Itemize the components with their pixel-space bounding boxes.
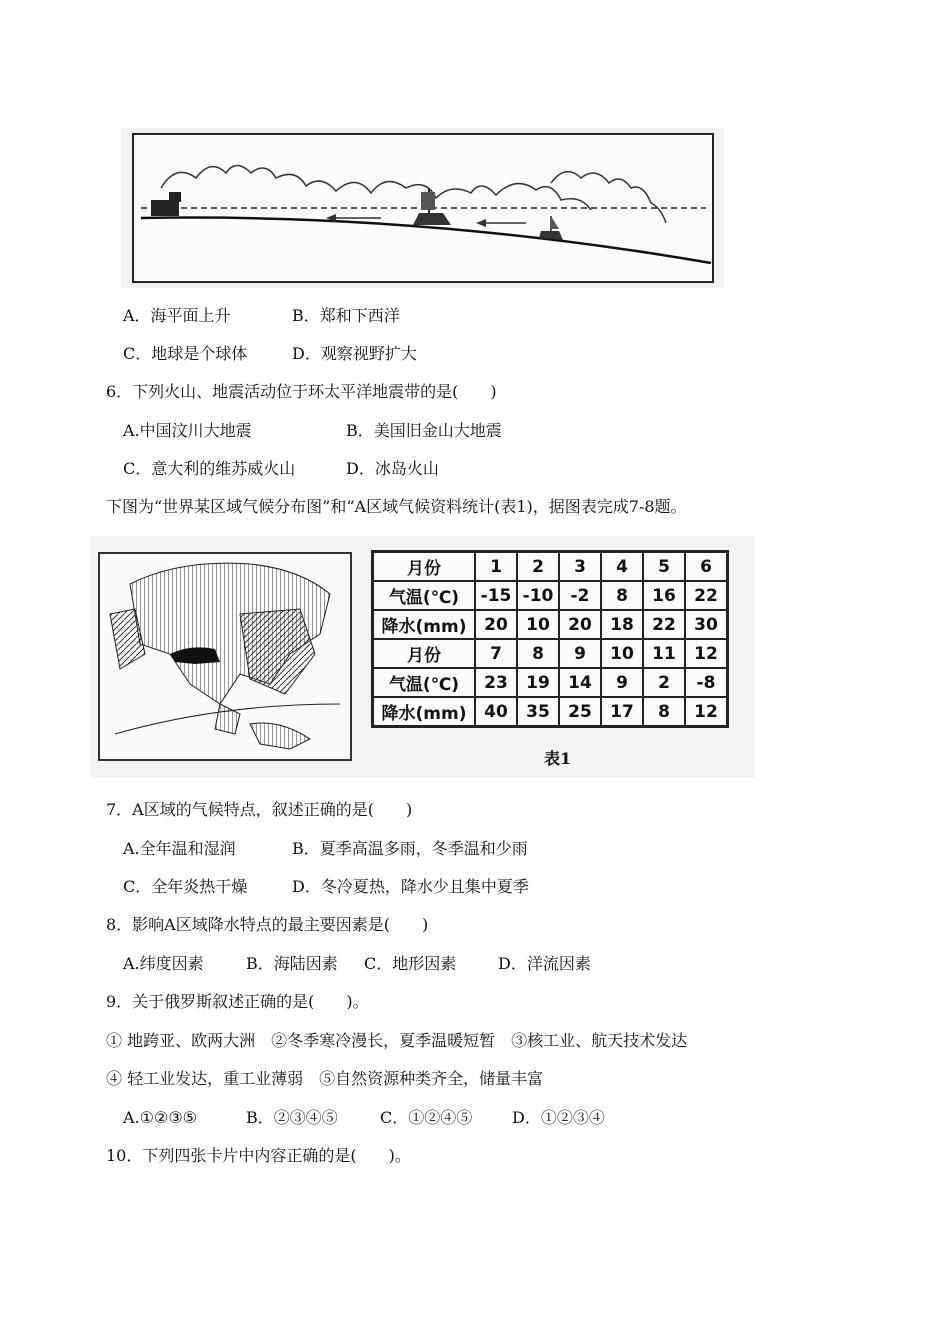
q5-option-d: D．观察视野扩大 [292,344,417,363]
table-cell: 19 [517,668,559,697]
horizon-sketch [121,128,724,288]
q9-option-a: A.①②③⑤ [123,1108,198,1127]
q6-option-a: A.中国汶川大地震 [123,421,252,440]
q9-option-d: D．①②③④ [512,1108,605,1127]
climate-figure [90,536,755,778]
row-header-cell: 气温(℃) [373,581,476,610]
climate-data-table [371,550,729,728]
q7-option-c: C．全年炎热干燥 [123,877,248,896]
table-row [373,610,728,639]
table-cell: 35 [517,697,559,727]
table-cell: 8 [601,581,643,610]
table-cell: 9 [601,668,643,697]
table-cell: 2 [643,668,685,697]
q8-stem: 8．影响A区域降水特点的最主要因素是( ) [106,915,429,934]
table-cell: 14 [559,668,601,697]
q6-option-b: B．美国旧金山大地震 [346,421,502,440]
q6-stem: 6．下列火山、地震活动位于环太平洋地震带的是( ) [106,382,497,401]
table-cell: 20 [475,610,517,639]
q6-option-c: C．意大利的维苏威火山 [123,459,296,478]
table-cell: 5 [643,552,685,582]
table-row [373,668,728,697]
table-cell: 2 [517,552,559,582]
q8-option-a: A.纬度因素 [123,954,204,973]
table-cell: 11 [643,639,685,668]
table-cell: 8 [517,639,559,668]
table-row [373,581,728,610]
q8-option-d: D．洋流因素 [498,954,591,973]
table-cell: 8 [643,697,685,727]
table-cell: -2 [559,581,601,610]
row-header-cell: 降水(mm) [373,697,476,727]
q5-option-c: C．地球是个球体 [123,344,248,363]
q9-option-c: C．①②④⑤ [380,1108,473,1127]
q9-statements-1: ① 地跨亚、欧两大洲 ②冬季寒冷漫长，夏季温暖短暂 ③核工业、航天技术发达 [106,1031,688,1050]
asia-map-sketch [100,554,350,759]
table-cell: -8 [685,668,728,697]
table-cell: 7 [475,639,517,668]
q8-option-b: B．海陆因素 [246,954,338,973]
table-cell: 4 [601,552,643,582]
q9-option-b: B．②③④⑤ [246,1108,338,1127]
q7-stem: 7．A区域的气候特点，叙述正确的是( ) [106,800,413,819]
q6-option-d: D．冰岛火山 [346,459,439,478]
table-cell: -10 [517,581,559,610]
q9-statements-2: ④ 轻工业发达，重工业薄弱 ⑤自然资源种类齐全，储量丰富 [106,1069,544,1088]
q9-stem: 9．关于俄罗斯叙述正确的是( )。 [106,992,369,1011]
table-row [373,639,728,668]
table-cell: 22 [643,610,685,639]
table-cell: 9 [559,639,601,668]
table-cell: 1 [475,552,517,582]
q5-option-a: A．海平面上升 [123,306,231,325]
table-cell: 12 [685,697,728,727]
table-cell: 20 [559,610,601,639]
table-cell: 12 [685,639,728,668]
table-cell: 3 [559,552,601,582]
q7-option-a: A.全年温和湿润 [123,839,236,858]
table-cell: 25 [559,697,601,727]
asia-climate-map [98,552,352,761]
table-row [373,552,728,582]
q7-option-d: D．冬冷夏热，降水少且集中夏季 [292,877,529,896]
row-header-cell: 月份 [373,639,476,668]
table-cell: 10 [517,610,559,639]
horizon-ship-figure [121,128,724,288]
table-cell: 30 [685,610,728,639]
table-cell: 23 [475,668,517,697]
q10-stem: 10．下列四张卡片中内容正确的是( )。 [106,1146,411,1165]
table-cell: 10 [601,639,643,668]
table-caption: 表1 [544,749,572,768]
row-header-cell: 月份 [373,552,476,582]
table-row [373,697,728,727]
row-header-cell: 气温(℃) [373,668,476,697]
row-header-cell: 降水(mm) [373,610,476,639]
q7-option-b: B．夏季高温多雨，冬季温和少雨 [292,839,528,858]
table-cell: 22 [685,581,728,610]
table-cell: 18 [601,610,643,639]
table-cell: 17 [601,697,643,727]
table-cell: 16 [643,581,685,610]
table-cell: 40 [475,697,517,727]
q5-option-b: B．郑和下西洋 [292,306,400,325]
intro-7-8: 下图为“世界某区域气候分布图”和“A区域气候资料统计(表1)，据图表完成7-8题。 [106,497,687,516]
table-cell: 6 [685,552,728,582]
table-cell: -15 [475,581,517,610]
q8-option-c: C．地形因素 [364,954,457,973]
